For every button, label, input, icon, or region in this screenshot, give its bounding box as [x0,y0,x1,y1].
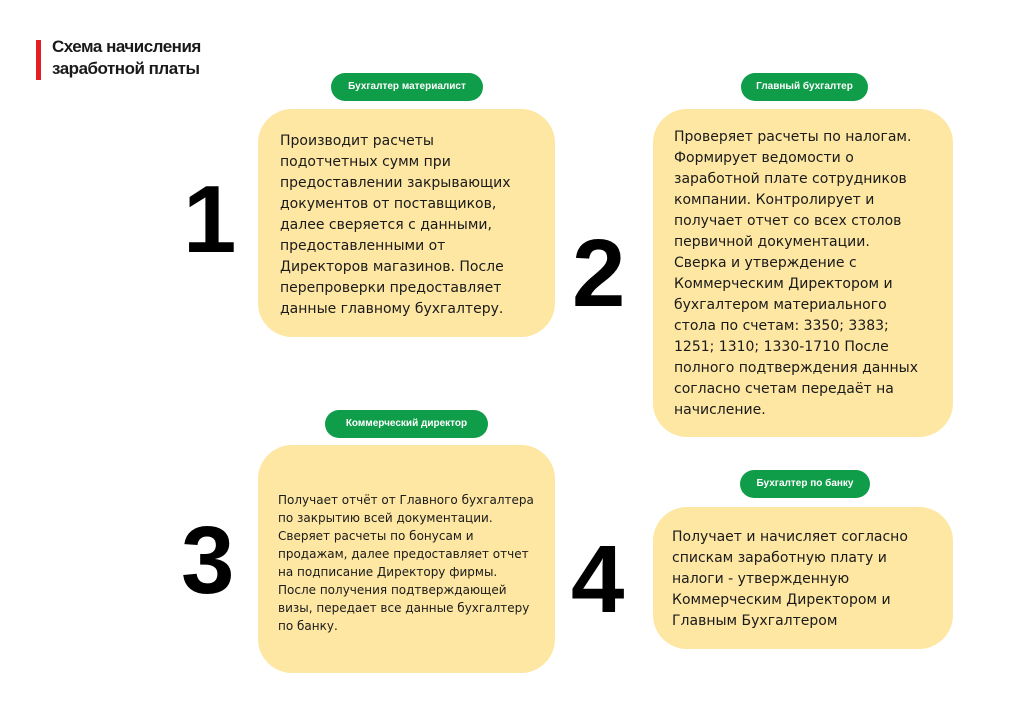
step-text-1: Производит расчеты подотчетных сумм при предоставлении закрывающих документов от поставщиков, далее сверяется с данными, предоставленными от Директоров магазинов. После перепроверки предоставляет данные главному бухгалтеру. [280,133,511,317]
step-card-1 [258,109,555,337]
page-title: Схема начисления заработной платы [52,37,201,78]
title-accent-bar [36,40,41,80]
step-number-4: 4 [571,526,625,633]
step-card-2 [653,109,953,437]
role-badge-4: Бухгалтер по банку [740,470,870,498]
step-card-4 [653,507,953,649]
step-text-3: Получает отчёт от Главного бухгалтера по закрытию всей документации. Сверяет расчеты по бонусам и продажам, далее предоставляет отчет на подписание Директору фирмы. После получения подтверждающей визы, передает все данные бухгалтеру по банку. [278,493,534,633]
step-number-3: 3 [181,507,235,614]
step-card-3 [258,445,555,673]
role-badge-2: Главный бухгалтер [741,73,868,101]
step-text-2: Проверяет расчеты по налогам. Формирует ведомости о заработной плате сотрудников компании. Контролирует и получает отчет со всех столов первичной документации. Сверка и утверждение с Коммерческим Директором и бухгалтером материального стола по счетам: 3350; 3383; 1251; 1310; 1330-1710 После полного подтверждения данных согласно счетам передаёт на начисление. [674,129,918,418]
step-number-2: 2 [572,220,626,327]
step-text-4: Получает и начисляет согласно спискам заработную плату и налоги - утвержденную Коммерческим Директором и Главным Бухгалтером [672,529,908,629]
role-badge-1: Бухгалтер материалист [331,73,483,101]
step-number-1: 1 [183,166,237,273]
role-badge-3: Коммерческий директор [325,410,488,438]
